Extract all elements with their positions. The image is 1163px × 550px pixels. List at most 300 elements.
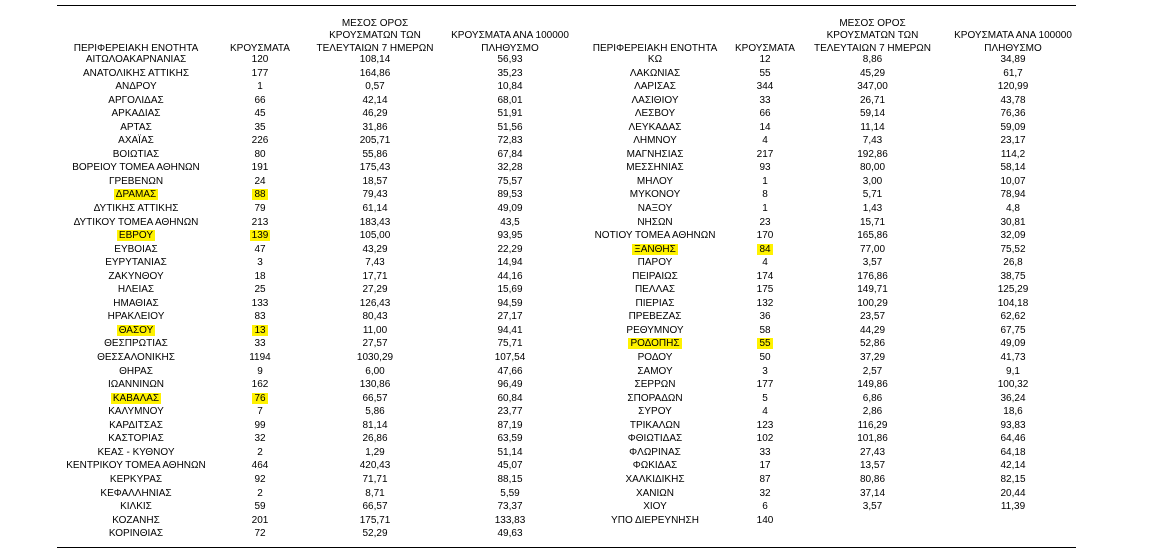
cell-per100k-text: 72,83: [497, 135, 523, 147]
cell-region-text: ΡΟΔΟΥ: [637, 352, 673, 364]
cell-region-text: ΥΠΟ ΔΙΕΡΕΥΝΗΣΗ: [611, 514, 699, 526]
cell-avg7-text: 27,57: [362, 338, 388, 350]
cell-per100k: [950, 432, 1076, 446]
cell-avg7: [795, 351, 950, 365]
table-row: [57, 94, 575, 108]
table-row: [57, 500, 575, 514]
cell-region: [575, 243, 735, 257]
cell-region: [575, 148, 735, 162]
cell-cases-text: 14: [759, 121, 771, 133]
cell-avg7-text: 11,00: [362, 324, 388, 336]
cell-region-text: ΚΙΛΚΙΣ: [120, 501, 152, 513]
cell-per100k: [445, 514, 575, 528]
cell-cases-text: 120: [251, 54, 269, 65]
cell-region: [57, 202, 215, 216]
cell-region: [575, 310, 735, 324]
cell-per100k-text: 49,09: [497, 203, 523, 215]
cell-cases: [215, 229, 305, 243]
table-row: [575, 419, 1076, 433]
cell-avg7: [795, 473, 950, 487]
cell-avg7: [795, 392, 950, 406]
cell-region-text: ΔΥΤΙΚΗΣ ΑΤΤΙΚΗΣ: [93, 203, 179, 215]
cell-cases-text: 18: [254, 270, 266, 282]
table-row: [57, 473, 575, 487]
cell-per100k: [445, 446, 575, 460]
cell-cases-text: 59: [254, 501, 266, 513]
cell-region: [57, 392, 215, 406]
cell-cases-text: 4: [762, 406, 768, 418]
cell-region-text: ΗΜΑΘΙΑΣ: [113, 297, 159, 309]
cell-per100k-text: 51,91: [497, 108, 523, 120]
cell-cases: [735, 256, 795, 270]
cell-avg7: [305, 378, 445, 392]
cell-avg7-text: 81,14: [362, 419, 388, 431]
table-row: [57, 514, 575, 528]
cell-region-text: ΑΝΑΤΟΛΙΚΗΣ ΑΤΤΙΚΗΣ: [82, 67, 190, 79]
cell-avg7-text: 13,57: [859, 460, 886, 472]
bottom-border: [57, 547, 1076, 548]
cell-cases-text: 58: [759, 324, 771, 336]
cell-region-text: ΚΟΖΑΝΗΣ: [112, 514, 160, 526]
cell-avg7: [795, 487, 950, 501]
cell-per100k-text: 18,6: [1003, 406, 1023, 418]
cell-per100k: [950, 392, 1076, 406]
cell-cases: [215, 121, 305, 135]
cell-cases-text: 201: [251, 514, 269, 526]
table-row: [575, 107, 1076, 121]
cell-avg7-text: 37,29: [859, 352, 886, 364]
cell-avg7-text: 176,86: [857, 270, 888, 282]
cell-cases: [735, 80, 795, 94]
cell-avg7-text: 3,00: [862, 175, 883, 187]
table-row: [57, 148, 575, 162]
cell-avg7-text: 347,00: [857, 81, 888, 93]
cell-region: [57, 419, 215, 433]
table-row: [575, 459, 1076, 473]
cell-avg7-text: 71,71: [362, 473, 388, 485]
cell-per100k: [445, 148, 575, 162]
cell-per100k-text: 23,17: [1000, 135, 1026, 147]
cell-per100k-text: 120,99: [997, 81, 1029, 93]
cell-cases-text: 464: [251, 460, 269, 472]
cell-cases-text: 32: [254, 433, 266, 445]
cell-per100k-text: 78,94: [1000, 189, 1026, 201]
cell-cases-text: 35: [254, 121, 266, 133]
cell-cases: [735, 514, 795, 528]
table-row: [57, 459, 575, 473]
cell-per100k: [445, 310, 575, 324]
cell-per100k-text: 11,39: [1000, 501, 1026, 513]
cell-cases-text: 99: [254, 419, 266, 431]
cell-region: [57, 67, 215, 81]
cell-per100k-text: 44,16: [497, 270, 523, 282]
cell-per100k: [445, 216, 575, 230]
cell-per100k-text: 49,09: [1000, 338, 1026, 350]
table-row: [57, 243, 575, 257]
cell-avg7-text: 27,43: [859, 446, 886, 458]
cell-avg7-text: 1,43: [862, 203, 883, 215]
cell-cases: [215, 351, 305, 365]
cell-avg7: [305, 473, 445, 487]
cell-cases-text: 175: [756, 284, 774, 296]
cell-cases: [735, 310, 795, 324]
cell-region-text: ΑΡΚΑΔΙΑΣ: [111, 108, 161, 120]
cell-per100k-text: 93,83: [1000, 419, 1026, 431]
cell-per100k-text: 88,15: [497, 473, 523, 485]
cell-region: [575, 446, 735, 460]
cell-cases-text: 344: [756, 81, 774, 93]
cell-per100k-text: 68,01: [497, 94, 523, 106]
cell-region: [57, 283, 215, 297]
cell-per100k: [950, 351, 1076, 365]
cell-region: [575, 216, 735, 230]
cell-cases-text: 79: [254, 203, 266, 215]
cell-region-text: ΕΒΡΟΥ: [118, 230, 154, 242]
cell-region-text: ΣΑΜΟΥ: [637, 365, 673, 377]
header-cases-left-text: ΚΡΟΥΣΜΑΤΑ: [230, 42, 290, 54]
cell-region: [575, 514, 735, 528]
cell-per100k: [445, 53, 575, 67]
cell-region: [575, 283, 735, 297]
right-data-table: [575, 53, 1076, 527]
cell-cases: [215, 392, 305, 406]
cell-cases: [215, 378, 305, 392]
cell-per100k: [950, 378, 1076, 392]
cell-per100k: [950, 500, 1076, 514]
cell-per100k: [445, 405, 575, 419]
cell-avg7: [795, 67, 950, 81]
cell-region-text: ΘΗΡΑΣ: [119, 365, 153, 377]
cell-per100k-text: 27,17: [497, 311, 523, 323]
cell-avg7: [795, 500, 950, 514]
cell-per100k: [950, 243, 1076, 257]
cell-per100k: [950, 202, 1076, 216]
cell-per100k-text: 76,36: [1000, 108, 1026, 120]
cell-avg7-text: 66,57: [362, 392, 388, 404]
cell-region: [575, 365, 735, 379]
cell-per100k-text: 30,81: [1000, 216, 1026, 228]
cell-avg7-text: 183,43: [359, 216, 391, 228]
cell-cases: [215, 67, 305, 81]
cell-avg7-text: 2,86: [862, 406, 883, 418]
cell-region-text: ΣΠΟΡΑΔΩΝ: [627, 392, 683, 404]
table-row: [57, 365, 575, 379]
cell-cases: [735, 216, 795, 230]
cell-region-text: ΝΗΣΩΝ: [637, 216, 673, 228]
cell-avg7: [795, 324, 950, 338]
cell-cases-text: 170: [756, 230, 774, 242]
cell-cases: [215, 216, 305, 230]
cell-cases: [215, 487, 305, 501]
cell-cases-text: 45: [254, 108, 266, 120]
table-row: [575, 270, 1076, 284]
cell-avg7: [305, 121, 445, 135]
cell-avg7: [795, 256, 950, 270]
cell-avg7: [305, 419, 445, 433]
cell-region: [57, 256, 215, 270]
cell-per100k-text: 73,37: [497, 501, 523, 513]
cell-cases-text: 8: [762, 189, 768, 201]
cell-avg7-text: 17,71: [362, 270, 388, 282]
cell-region: [57, 446, 215, 460]
cell-per100k-text: 32,28: [497, 162, 523, 174]
cell-region-text: ΚΕΡΚΥΡΑΣ: [109, 473, 163, 485]
cell-cases: [215, 243, 305, 257]
table-row: [57, 202, 575, 216]
table-row: [57, 121, 575, 135]
table-row: [575, 94, 1076, 108]
cell-avg7: [305, 337, 445, 351]
cell-cases: [735, 405, 795, 419]
cell-cases: [735, 473, 795, 487]
cell-avg7: [305, 500, 445, 514]
cell-region-text: ΑΝΔΡΟΥ: [115, 81, 157, 93]
cell-avg7-text: 5,86: [365, 406, 385, 418]
cell-cases-text: 213: [251, 216, 269, 228]
table-row: [575, 446, 1076, 460]
table-row: [575, 405, 1076, 419]
cell-avg7-text: 175,43: [359, 162, 391, 174]
cell-region: [57, 459, 215, 473]
table-row: [575, 378, 1076, 392]
cell-region-text: ΚΑΡΔΙΤΣΑΣ: [109, 419, 163, 431]
cell-per100k: [445, 432, 575, 446]
cell-avg7-text: 1,29: [365, 446, 385, 458]
table-row: [57, 310, 575, 324]
cell-region: [575, 53, 735, 67]
cell-cases-text: 17: [759, 460, 771, 472]
cell-avg7-text: 27,29: [362, 284, 388, 296]
cell-avg7: [795, 188, 950, 202]
cell-cases: [215, 148, 305, 162]
table-row: [575, 67, 1076, 81]
cell-avg7-text: 192,86: [857, 148, 888, 160]
table-row: [575, 175, 1076, 189]
cell-cases: [215, 337, 305, 351]
table-row: [57, 161, 575, 175]
cell-cases: [215, 202, 305, 216]
cell-per100k-text: 23,77: [497, 406, 523, 418]
cell-avg7: [305, 432, 445, 446]
table-row: [575, 324, 1076, 338]
cell-cases: [735, 121, 795, 135]
cell-region-text: ΦΩΚΙΔΑΣ: [632, 460, 678, 472]
cell-per100k: [445, 202, 575, 216]
cell-cases: [215, 514, 305, 528]
cell-cases: [215, 297, 305, 311]
cell-cases: [215, 161, 305, 175]
header-avg7-left-text: ΜΕΣΟΣ ΟΡΟΣ ΚΡΟΥΣΜΑΤΩΝ ΤΩΝ ΤΕΛΕΥΤΑΙΩΝ 7 ΗΜΕΡΩΝ: [316, 17, 434, 54]
cell-per100k: [950, 459, 1076, 473]
cell-avg7: [305, 202, 445, 216]
cell-avg7-text: 37,14: [859, 487, 886, 499]
cell-avg7-text: 6,00: [365, 365, 385, 377]
cell-cases: [215, 432, 305, 446]
cell-cases-text: 3: [257, 257, 263, 269]
cell-avg7-text: 52,86: [859, 338, 886, 350]
table-row: [575, 297, 1076, 311]
cell-per100k-text: 133,83: [494, 514, 526, 526]
cell-region: [57, 297, 215, 311]
cell-region-text: ΜΕΣΣΗΝΙΑΣ: [626, 162, 684, 174]
cell-avg7-text: 11,14: [860, 121, 885, 133]
cell-avg7: [795, 297, 950, 311]
cell-per100k: [950, 487, 1076, 501]
cell-region: [57, 514, 215, 528]
cell-avg7-text: 7,43: [365, 257, 385, 269]
cell-per100k-text: 89,53: [497, 189, 523, 201]
cell-avg7-text: 44,29: [859, 324, 886, 336]
cell-avg7: [305, 256, 445, 270]
cell-region-text: ΙΩΑΝΝΙΝΩΝ: [107, 379, 165, 391]
cell-region: [575, 188, 735, 202]
cell-avg7-text: 6,86: [862, 392, 883, 404]
cell-cases: [735, 459, 795, 473]
cell-per100k-text: 62,62: [1000, 311, 1026, 323]
cell-region-text: ΤΡΙΚΑΛΩΝ: [629, 419, 681, 431]
cell-avg7-text: 101,86: [857, 433, 888, 445]
cell-per100k: [445, 500, 575, 514]
cell-cases: [735, 188, 795, 202]
cell-per100k: [445, 243, 575, 257]
cell-avg7: [795, 94, 950, 108]
cell-region: [575, 161, 735, 175]
table-row: [57, 53, 575, 67]
cell-cases-text: 174: [756, 270, 774, 282]
cell-cases-text: 72: [254, 528, 266, 540]
cell-cases-text: 25: [254, 284, 266, 296]
cell-region: [575, 337, 735, 351]
cell-region-text: ΛΕΥΚΑΔΑΣ: [628, 121, 682, 133]
cell-region: [57, 487, 215, 501]
cell-per100k-text: 75,57: [497, 175, 523, 187]
cell-region-text: ΛΑΡΙΣΑΣ: [634, 81, 676, 93]
cell-region-text: ΛΑΣΙΘΙΟΥ: [631, 94, 679, 106]
cell-avg7: [305, 270, 445, 284]
cell-cases: [215, 324, 305, 338]
cell-region: [575, 67, 735, 81]
cell-region-text: ΝΑΞΟΥ: [637, 203, 673, 215]
cell-region: [57, 527, 215, 541]
cell-cases-text: 162: [251, 379, 269, 391]
table-row: [575, 53, 1076, 67]
cell-region: [57, 148, 215, 162]
cell-avg7: [795, 378, 950, 392]
cell-cases: [735, 337, 795, 351]
table-row: [57, 446, 575, 460]
table-row: [57, 175, 575, 189]
cell-cases-text: 4: [762, 135, 768, 147]
cell-region: [575, 297, 735, 311]
cell-region-text: ΜΥΚΟΝΟΥ: [629, 189, 681, 201]
cell-avg7: [305, 161, 445, 175]
cell-per100k: [950, 405, 1076, 419]
cell-avg7: [305, 405, 445, 419]
table-row: [575, 473, 1076, 487]
cell-region: [57, 80, 215, 94]
table-row: [57, 67, 575, 81]
cell-cases-text: 33: [759, 446, 771, 458]
cell-avg7: [795, 419, 950, 433]
cell-avg7-text: 23,57: [859, 311, 886, 323]
cell-per100k: [445, 134, 575, 148]
cell-per100k: [445, 297, 575, 311]
cell-region: [575, 107, 735, 121]
cell-avg7-text: 420,43: [359, 460, 391, 472]
cell-cases-text: 217: [756, 148, 774, 160]
header-per100k-left: [445, 15, 575, 55]
cell-per100k-text: 10,07: [1000, 175, 1026, 187]
cell-avg7: [795, 80, 950, 94]
cell-region: [57, 351, 215, 365]
cell-region: [575, 351, 735, 365]
cell-region: [57, 365, 215, 379]
cell-region-text: ΚΕΝΤΡΙΚΟΥ ΤΟΜΕΑ ΑΘΗΝΩΝ: [66, 460, 206, 472]
cell-region-text: ΛΑΚΩΝΙΑΣ: [629, 67, 681, 79]
table-row: [575, 392, 1076, 406]
cell-per100k-text: 114,2: [1000, 148, 1026, 160]
cell-per100k-text: 60,84: [497, 392, 523, 404]
cell-avg7: [795, 161, 950, 175]
cell-region: [575, 419, 735, 433]
cell-per100k: [445, 270, 575, 284]
cell-region: [57, 337, 215, 351]
cell-cases: [735, 365, 795, 379]
cell-region: [57, 243, 215, 257]
cell-per100k-text: 75,71: [497, 338, 523, 350]
cell-avg7: [795, 459, 950, 473]
cell-region-text: ΚΕΦΑΛΛΗΝΙΑΣ: [100, 487, 172, 499]
cell-cases-text: 133: [251, 297, 269, 309]
cell-per100k-text: 63,59: [497, 433, 523, 445]
cell-cases: [735, 67, 795, 81]
cell-region-text: ΜΗΛΟΥ: [636, 175, 674, 187]
table-row: [575, 337, 1076, 351]
header-avg7-right-text: ΜΕΣΟΣ ΟΡΟΣ ΚΡΟΥΣΜΑΤΩΝ ΤΩΝ ΤΕΛΕΥΤΑΙΩΝ 7 ΗΜΕΡΩΝ: [813, 17, 932, 54]
cell-per100k: [445, 473, 575, 487]
cell-per100k-text: 82,15: [1000, 473, 1026, 485]
cell-cases: [215, 270, 305, 284]
cell-per100k-text: 10,84: [497, 81, 523, 93]
table-row: [57, 337, 575, 351]
cell-per100k: [950, 148, 1076, 162]
cell-cases: [735, 243, 795, 257]
cell-cases: [215, 459, 305, 473]
cell-per100k-text: 22,29: [497, 243, 523, 255]
cell-avg7: [305, 351, 445, 365]
cell-per100k: [445, 351, 575, 365]
header-region-left: [57, 15, 215, 55]
cell-region: [57, 175, 215, 189]
cell-per100k-text: 20,44: [1000, 487, 1026, 499]
cell-per100k: [445, 188, 575, 202]
cell-per100k-text: 75,52: [1000, 243, 1026, 255]
cell-region: [57, 270, 215, 284]
cell-cases-text: 6: [762, 501, 768, 513]
cell-per100k: [445, 229, 575, 243]
cell-per100k-text: 9,1: [1006, 365, 1020, 377]
cell-region-text: ΠΕΛΛΑΣ: [634, 284, 676, 296]
cell-avg7: [795, 270, 950, 284]
cell-per100k-text: 4,8: [1006, 203, 1020, 215]
header-region-left-text: ΠΕΡΙΦΕΡΕΙΑΚΗ ΕΝΟΤΗΤΑ: [73, 42, 199, 54]
cell-per100k-text: 93,95: [497, 230, 523, 242]
cell-region: [575, 487, 735, 501]
cell-region: [575, 392, 735, 406]
cell-region-text: ΧΙΟΥ: [643, 501, 667, 513]
table-row: [57, 324, 575, 338]
cell-per100k: [445, 107, 575, 121]
